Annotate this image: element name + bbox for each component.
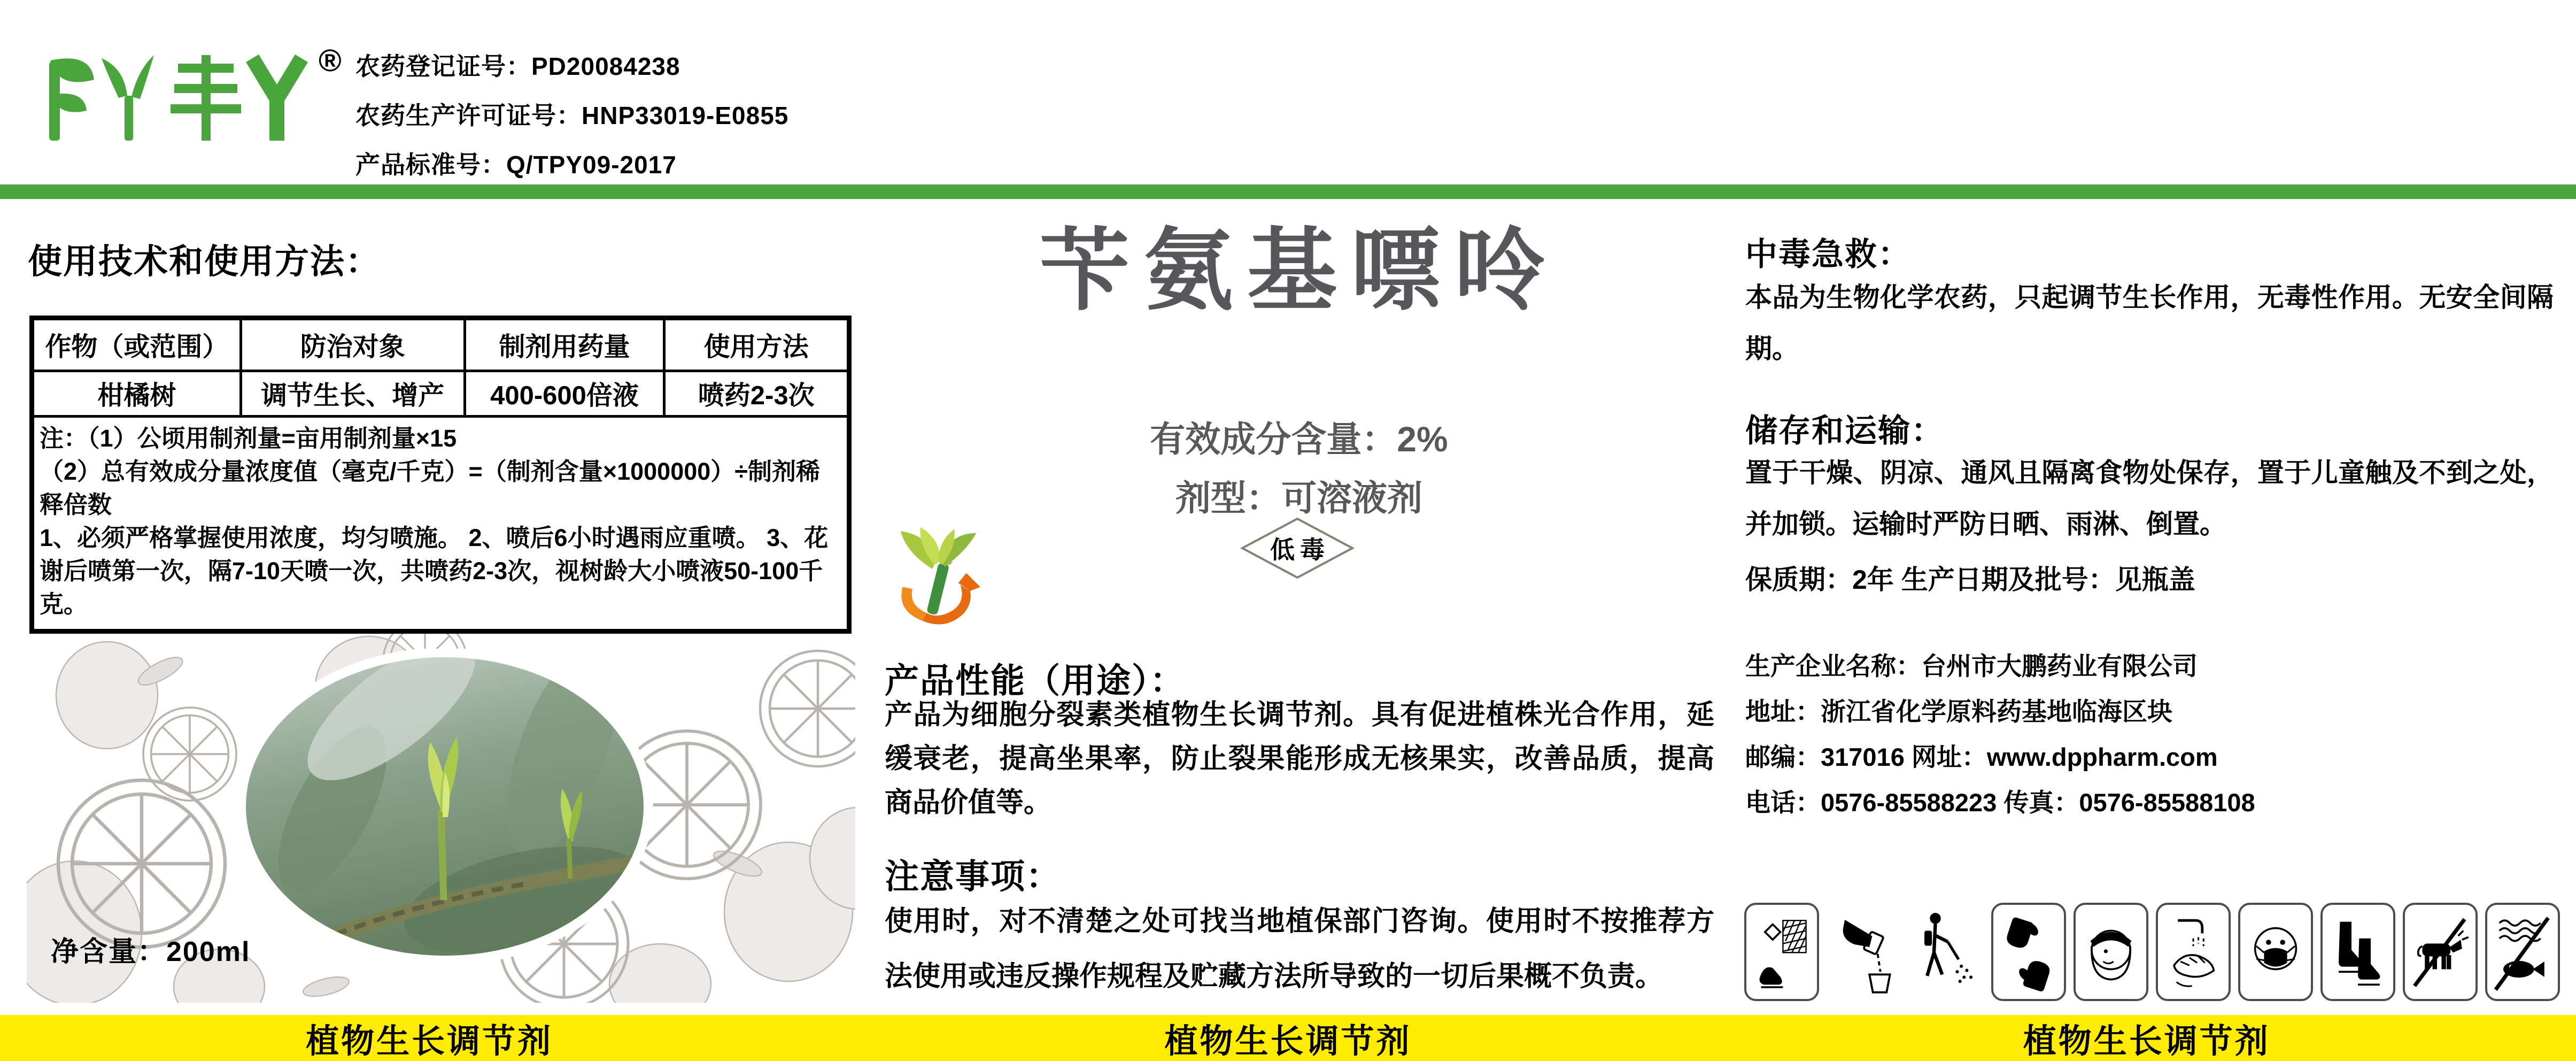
usage-table-notes-row bbox=[32, 417, 849, 632]
first-aid-title: 中毒急救： bbox=[1745, 236, 1911, 272]
product-name: 苄氨基嘌呤 bbox=[1040, 220, 1558, 321]
usage-table-header-row bbox=[32, 318, 849, 371]
first-aid-text: 本品为生物化学农药，只起调节生长作用，无毒性作用。无安全间隔期。 bbox=[1745, 282, 2554, 364]
registered-trademark-icon: ® bbox=[319, 43, 342, 78]
usage-table bbox=[29, 316, 852, 634]
formulation-line: 剂型：可溶液剂 bbox=[1175, 478, 1422, 518]
toxicity-label: 低毒 bbox=[1270, 536, 1330, 564]
performance-text: 产品为细胞分裂素类植物生长调节剂。具有促进植株光合作用，延缓衰老，提高坐果率，防止裂果能形成无核果实，改善品质，提高商品价值等。 bbox=[885, 699, 1714, 819]
spray-direction-icon bbox=[1909, 903, 1984, 1001]
usage-table-row bbox=[32, 371, 849, 417]
wear-boots-icon bbox=[2320, 903, 2395, 1001]
strip-label-left: 植物生长调节剂 bbox=[306, 1022, 553, 1060]
brand-logo-icon bbox=[37, 40, 315, 152]
col-header-dose: 制剂用药量 bbox=[465, 318, 664, 371]
caution-text: 使用时，对不清楚之处可找当地植保部门咨询。使用时不按推荐方法使用或违反操作规程及贮藏方法所导致的一切后果概不负责。 bbox=[885, 906, 1714, 992]
note-line-1: 注：（1）公顷用制剂量=亩用制剂量×15 bbox=[40, 425, 457, 452]
storage-title: 储存和运输： bbox=[1745, 413, 1944, 449]
dispose-properly-icon bbox=[1744, 903, 1819, 1001]
note-line-2: （2）总有效成分量浓度值（毫克/千克）=（制剂含量×1000000）÷制剂稀释倍数 bbox=[40, 458, 820, 519]
cell-dose: 400-600倍液 bbox=[465, 371, 664, 417]
company-postcode-website: 邮编：317016 网址：www.dppharm.com bbox=[1745, 743, 2218, 771]
wear-gloves-icon bbox=[1991, 903, 2066, 1001]
net-content-label: 净含量：200ml bbox=[51, 936, 251, 967]
registration-block bbox=[355, 47, 788, 195]
col-header-target: 防治对象 bbox=[241, 318, 465, 371]
wear-mask-icon bbox=[2238, 903, 2313, 1001]
shelf-life-line: 保质期：2年 生产日期及批号：见瓶盖 bbox=[1745, 565, 2195, 595]
company-address: 地址：浙江省化学原料药基地临海区块 bbox=[1745, 697, 2172, 726]
green-divider-bar bbox=[0, 184, 2576, 199]
cell-crop: 柑橘树 bbox=[32, 371, 241, 417]
production-license-number: 农药生产许可证号：HNP33019-E0855 bbox=[355, 102, 789, 129]
caution-title: 注意事项： bbox=[885, 857, 1061, 896]
citrus-illustration-area bbox=[27, 634, 855, 1003]
usage-notes-cell bbox=[32, 417, 849, 632]
cell-method: 喷药2-3次 bbox=[664, 371, 849, 417]
company-block bbox=[1745, 653, 2563, 835]
strip-label-right: 植物生长调节剂 bbox=[2023, 1022, 2270, 1060]
keep-away-livestock-icon bbox=[2403, 903, 2478, 1001]
pour-carefully-icon bbox=[1827, 903, 1901, 1001]
safety-pictogram-row bbox=[1744, 903, 2560, 1001]
storage-text: 置于干燥、阴凉、通风且隔离食物处保存，置于儿童触及不到之处，并加锁。运输时严防日晒、雨淋、倒置。 bbox=[1745, 458, 2554, 539]
strip-label-center: 植物生长调节剂 bbox=[1164, 1022, 1412, 1060]
note-line-3: 1、必须严格掌握使用浓度，均匀喷施。 2、喷后6小时遇雨应重喷。 3、花谢后喷第一次，隔7-10天喷一次，共喷药2-3次，视树龄大小喷液50-100千克。 bbox=[40, 524, 829, 618]
sprout-arrow-icon bbox=[886, 525, 991, 635]
performance-title: 产品性能（用途）： bbox=[885, 662, 1185, 700]
wash-hands-icon bbox=[2156, 903, 2231, 1001]
col-header-method: 使用方法 bbox=[664, 318, 849, 371]
pesticide-registration-number: 农药登记证号：PD20084238 bbox=[355, 52, 680, 80]
cell-target: 调节生长、增产 bbox=[241, 371, 465, 417]
product-standard-number: 产品标准号：Q/TPY09-2017 bbox=[355, 151, 677, 179]
usage-title: 使用技术和使用方法： bbox=[28, 242, 381, 281]
wear-face-shield-icon bbox=[2074, 903, 2148, 1001]
plant-shoot-photo bbox=[236, 649, 653, 964]
col-header-crop: 作物（或范围） bbox=[32, 318, 241, 371]
active-ingredient-line: 有效成分含量：2% bbox=[1150, 419, 1448, 459]
bottom-strip bbox=[0, 1015, 2576, 1061]
company-phone-fax: 电话：0576-85588223 传真：0576-85588108 bbox=[1745, 788, 2255, 817]
toxicity-badge bbox=[1240, 517, 1355, 580]
company-name: 生产企业名称：台州市大鹏药业有限公司 bbox=[1745, 652, 2198, 680]
keep-away-fish-icon bbox=[2485, 903, 2560, 1001]
